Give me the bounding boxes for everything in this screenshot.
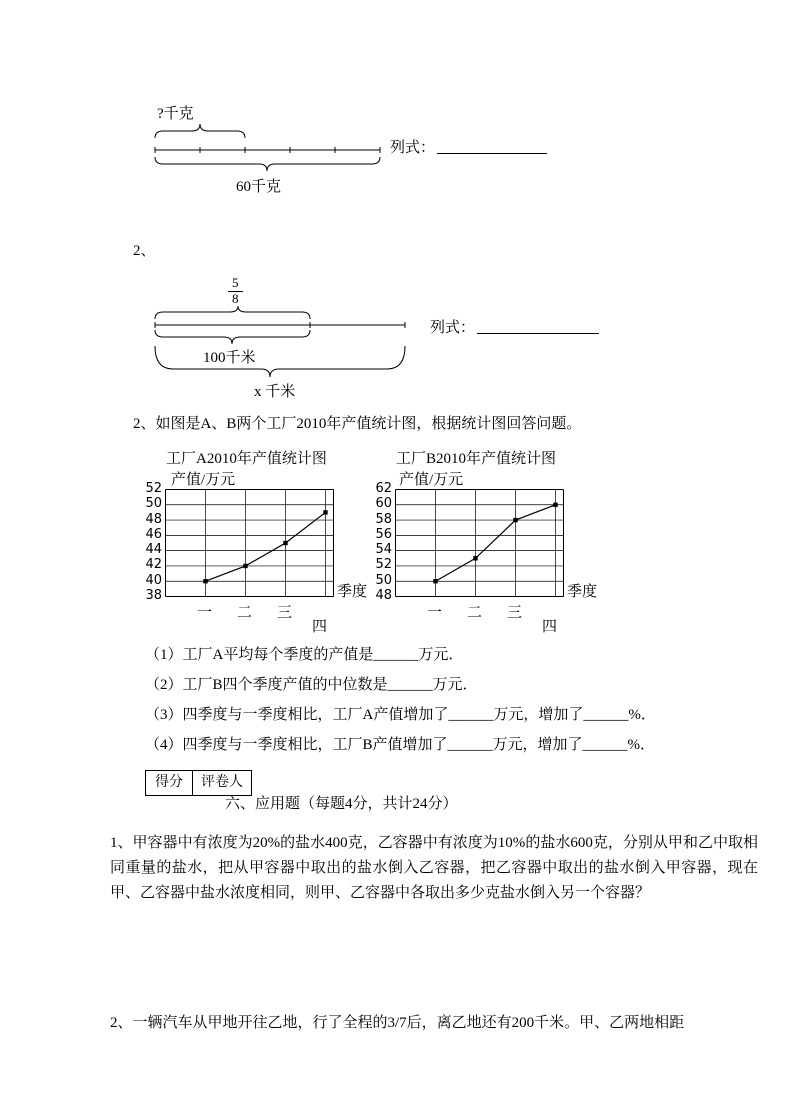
data-point-marker <box>473 556 477 560</box>
diagram2-answer-blank <box>477 316 599 334</box>
y-axis-tick-label: 56 <box>375 526 392 542</box>
question-3: （3）四季度与一季度相比，工厂A产值增加了______万元，增加了______%． <box>145 707 656 723</box>
diagram1-bar-line <box>155 147 380 153</box>
chart-b-canvas <box>395 489 565 598</box>
diagram2-bar-line <box>155 322 405 328</box>
statistics-question-intro: 2、如图是A、B两个工厂2010年产值统计图，根据统计图回答问题。 <box>133 416 582 432</box>
diagram1-answer-blank <box>437 136 547 154</box>
y-axis-tick-label: 62 <box>375 481 392 496</box>
diagram2-top-brace <box>155 306 310 319</box>
diagram1-unknown-label: ?千克 <box>157 106 194 122</box>
chart-series-line <box>436 505 556 581</box>
diagram2-part-label: 100千米 <box>203 350 256 366</box>
x-axis-category-label: 三 <box>277 605 293 621</box>
x-axis-category-label: 二 <box>237 605 253 621</box>
x-axis-category-label: 一 <box>427 605 443 621</box>
y-axis-tick-label: 52 <box>375 557 392 573</box>
chart-a-title: 工厂A2010年产值统计图 <box>166 451 327 467</box>
y-axis-tick-label: 60 <box>375 496 392 512</box>
chart-a-canvas <box>165 489 335 598</box>
chart-b-xlabel: 季度 <box>567 584 598 600</box>
x-axis-category-label: 四 <box>312 619 328 635</box>
y-axis-tick-label: 46 <box>145 526 162 542</box>
diagram2-part-brace <box>155 330 310 344</box>
diagram2-unknown-label: x 千米 <box>254 384 296 400</box>
data-point-marker <box>203 579 207 583</box>
fraction-denominator: 8 <box>232 290 239 306</box>
word-problem-2: 2、一辆汽车从甲地开往乙地，行了全程的3/7后，离乙地还有200千米。甲、乙两地相距 <box>110 1015 685 1031</box>
y-axis-tick-label: 38 <box>145 588 162 603</box>
x-axis-category-label: 三 <box>507 605 523 621</box>
x-axis-category-label: 四 <box>542 619 558 635</box>
diagram2-formula-label: 列式： <box>430 320 476 336</box>
question-4: （4）四季度与一季度相比，工厂B产值增加了______万元，增加了______%． <box>145 737 656 753</box>
diagram1-bottom-brace <box>155 157 380 171</box>
section-header: 六、应用题（每题4分，共计24分） <box>225 796 458 812</box>
data-point-marker <box>513 518 517 522</box>
y-axis-tick-label: 58 <box>375 511 392 527</box>
y-axis-tick-label: 50 <box>375 572 392 588</box>
y-axis-tick-label: 52 <box>145 481 162 496</box>
chart-a-ylabel: 产值/万元 <box>171 472 236 488</box>
chart-series-line <box>206 512 326 581</box>
diagram1-total-label: 60千克 <box>236 179 282 195</box>
diagram1-formula-label: 列式： <box>390 140 436 156</box>
data-point-marker <box>243 564 247 568</box>
y-axis-tick-label: 50 <box>145 496 162 512</box>
chart-a-xlabel: 季度 <box>337 584 368 600</box>
chart-b-title: 工厂B2010年产值统计图 <box>396 451 557 467</box>
y-axis-tick-label: 42 <box>145 557 162 573</box>
fraction-numerator: 5 <box>228 276 243 292</box>
y-axis-tick-label: 44 <box>145 542 162 558</box>
data-point-marker <box>433 579 437 583</box>
question-1: （1）工厂A平均每个季度的产值是______万元． <box>145 647 464 663</box>
x-axis-category-label: 一 <box>197 605 213 621</box>
data-point-marker <box>323 510 327 514</box>
score-cell: 得分 <box>145 770 193 796</box>
y-axis-tick-label: 40 <box>145 572 162 588</box>
question-2: （2）工厂B四个季度产值的中位数是______万元． <box>145 677 478 693</box>
y-axis-tick-label: 48 <box>375 588 392 603</box>
chart-b-ylabel: 产值/万元 <box>399 472 464 488</box>
diagram2-whole-brace <box>155 346 405 377</box>
y-axis-tick-label: 54 <box>375 542 392 558</box>
word-problem-1: 1、甲容器中有浓度为20%的盐水400克，乙容器中有浓度为10%的盐水600克，分别从甲和乙中取相同重量的盐水，把从甲容器中取出的盐水倒入乙容器，把乙容器中取出的盐水倒入甲容器，现在甲、乙容器中盐水浓度相同，则甲、乙容器中各取出多少克盐水倒入另一个容器？ <box>110 835 758 901</box>
y-axis-tick-label: 48 <box>145 511 162 527</box>
problem-number-2: 2、 <box>133 243 156 259</box>
grader-cell: 评卷人 <box>192 770 252 796</box>
data-point-marker <box>553 503 557 507</box>
x-axis-category-label: 二 <box>467 605 483 621</box>
data-point-marker <box>283 541 287 545</box>
fraction-five-eighths <box>228 276 243 307</box>
diagram1-top-brace <box>155 124 245 138</box>
